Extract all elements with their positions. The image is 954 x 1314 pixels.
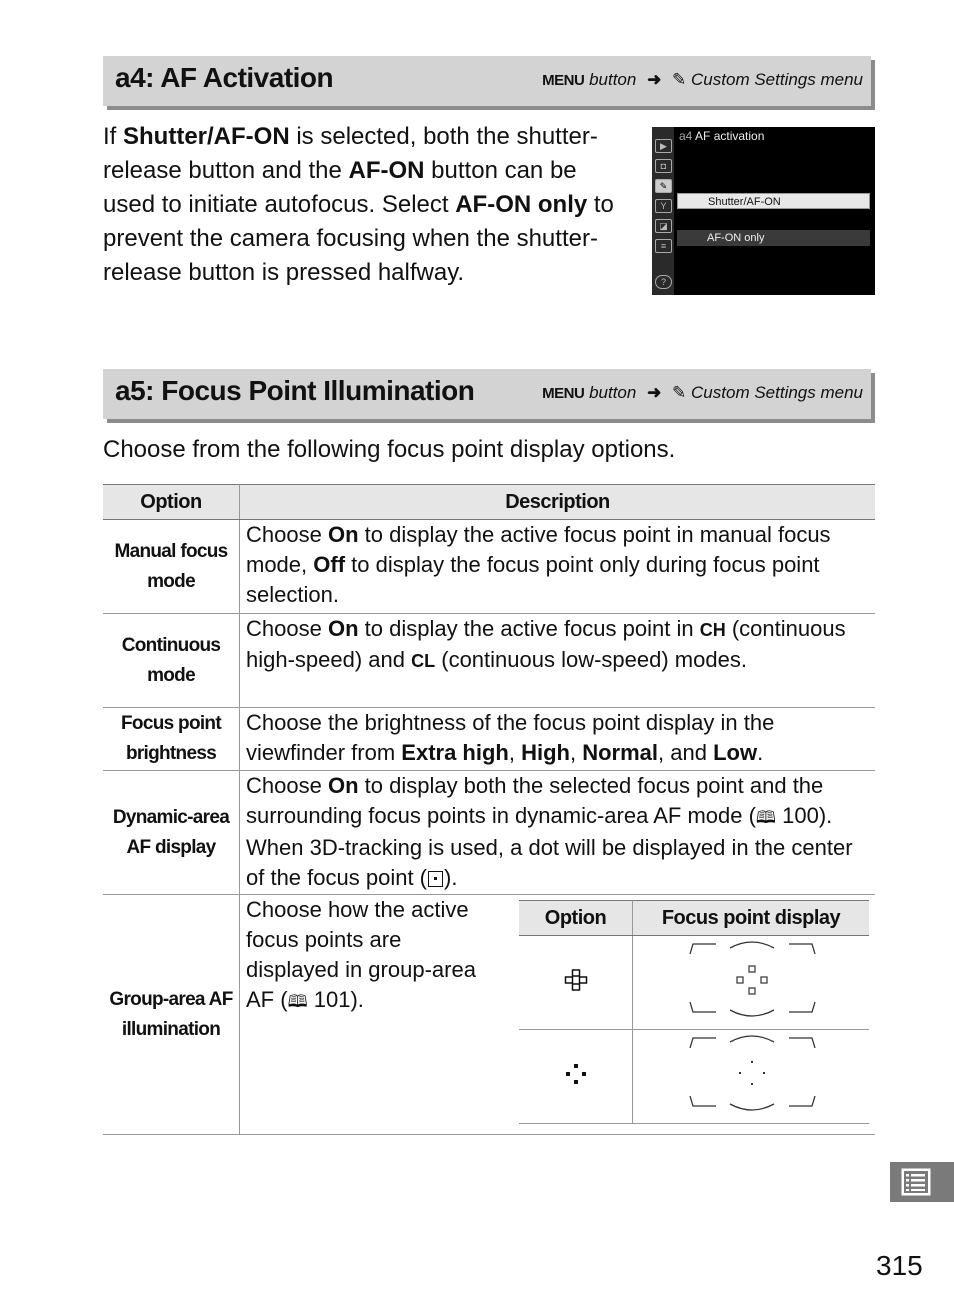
group-area-display-table (519, 900, 869, 1124)
help-icon: ? (655, 275, 672, 289)
viewfinder-squares-display (633, 936, 870, 1030)
a5-intro: Choose from the following focus point display options. (103, 436, 676, 463)
section-header-a4 (103, 56, 871, 106)
dotted-focus-point-icon (428, 871, 443, 887)
table-row (103, 771, 875, 895)
menu-path: MENU button ➜ ✎ Custom Settings menu (542, 70, 863, 89)
row-option: Dynamic-area AF display (103, 771, 240, 895)
viewfinder-dots-display (633, 1030, 870, 1124)
menu-path: MENU button ➜ ✎ Custom Settings menu (542, 383, 863, 402)
table-row (519, 1030, 869, 1124)
row-option: Manual focus mode (103, 520, 240, 614)
menu-sidebar (652, 127, 674, 295)
table-row (103, 520, 875, 614)
screen-option-af-on-only: AF-ON only (677, 230, 870, 246)
row-description: Choose how the active focus points are displayed in group-area AF (🕮 101). (240, 895, 876, 1135)
ch-mode-icon: CH (699, 620, 726, 640)
cl-mode-icon: CL (411, 651, 436, 671)
a4-description: If Shutter/AF-ON is selected, both the shutter-release button and the AF-ON button can be used to initiate autofocus. Select AF-ON only to prevent the camera focusing when the shutter-release button is pressed halfway. (103, 123, 614, 286)
row-description: Choose the brightness of the focus point display in the viewfinder from Extra high, High, Normal, and Low. (240, 708, 876, 771)
table-row (103, 614, 875, 708)
column-header-description: Description (240, 485, 876, 520)
section-title: a4: AF Activation (115, 62, 334, 93)
column-header-option: Option (519, 901, 633, 936)
pencil-icon: ✎ (655, 179, 672, 193)
menu-guide-tab (890, 1162, 954, 1202)
table-header-row (103, 485, 875, 520)
pencil-icon: ✎ (672, 70, 687, 89)
option-squares-icon (519, 936, 633, 1030)
page-number: 315 (876, 1250, 923, 1281)
option-dots-icon (519, 1030, 633, 1124)
playback-icon: ▶ (655, 139, 672, 153)
book-icon: 🕮 (287, 992, 308, 1011)
table-row (519, 936, 869, 1030)
column-header-display: Focus point display (633, 901, 870, 936)
camera-icon: ◘ (655, 159, 672, 173)
row-description: Choose On to display both the selected focus point and the surrounding focus points in dynamic-area AF mode (🕮 100). When 3D-tracking is used, a dot will be displayed in the center of the focus point ( ). (240, 771, 876, 895)
screen-option-shutter-af-on: Shutter/AF-ON (677, 193, 870, 209)
pencil-icon: ✎ (672, 383, 687, 402)
column-header-option: Option (103, 485, 240, 520)
row-option: Continuous mode (103, 614, 240, 708)
row-option: Focus point brightness (103, 708, 240, 771)
row-option: Group-area AF illumination (103, 895, 240, 1135)
section-title: a5: Focus Point Illumination (115, 375, 475, 406)
table-row (103, 708, 875, 771)
row-description: Choose On to display the active focus point in CH (continuous high-speed) and CL (continuous low-speed) modes. (240, 614, 876, 708)
retouch-icon: ◪ (655, 219, 672, 233)
my-menu-icon: ≡ (655, 239, 672, 253)
arrow-icon: ➜ (647, 70, 662, 89)
wrench-icon: Y (655, 199, 672, 213)
menu-list-icon (890, 1162, 954, 1202)
row-description: Choose On to display the active focus point in manual focus mode, Off to display the focus point only during focus point selection. (240, 520, 876, 614)
arrow-icon: ➜ (647, 383, 662, 402)
screen-title: a4 AF activation (679, 129, 765, 143)
camera-menu-screenshot (652, 127, 875, 295)
section-header-a5 (103, 369, 871, 419)
book-icon: 🕮 (755, 808, 776, 827)
table-header-row (519, 901, 869, 936)
